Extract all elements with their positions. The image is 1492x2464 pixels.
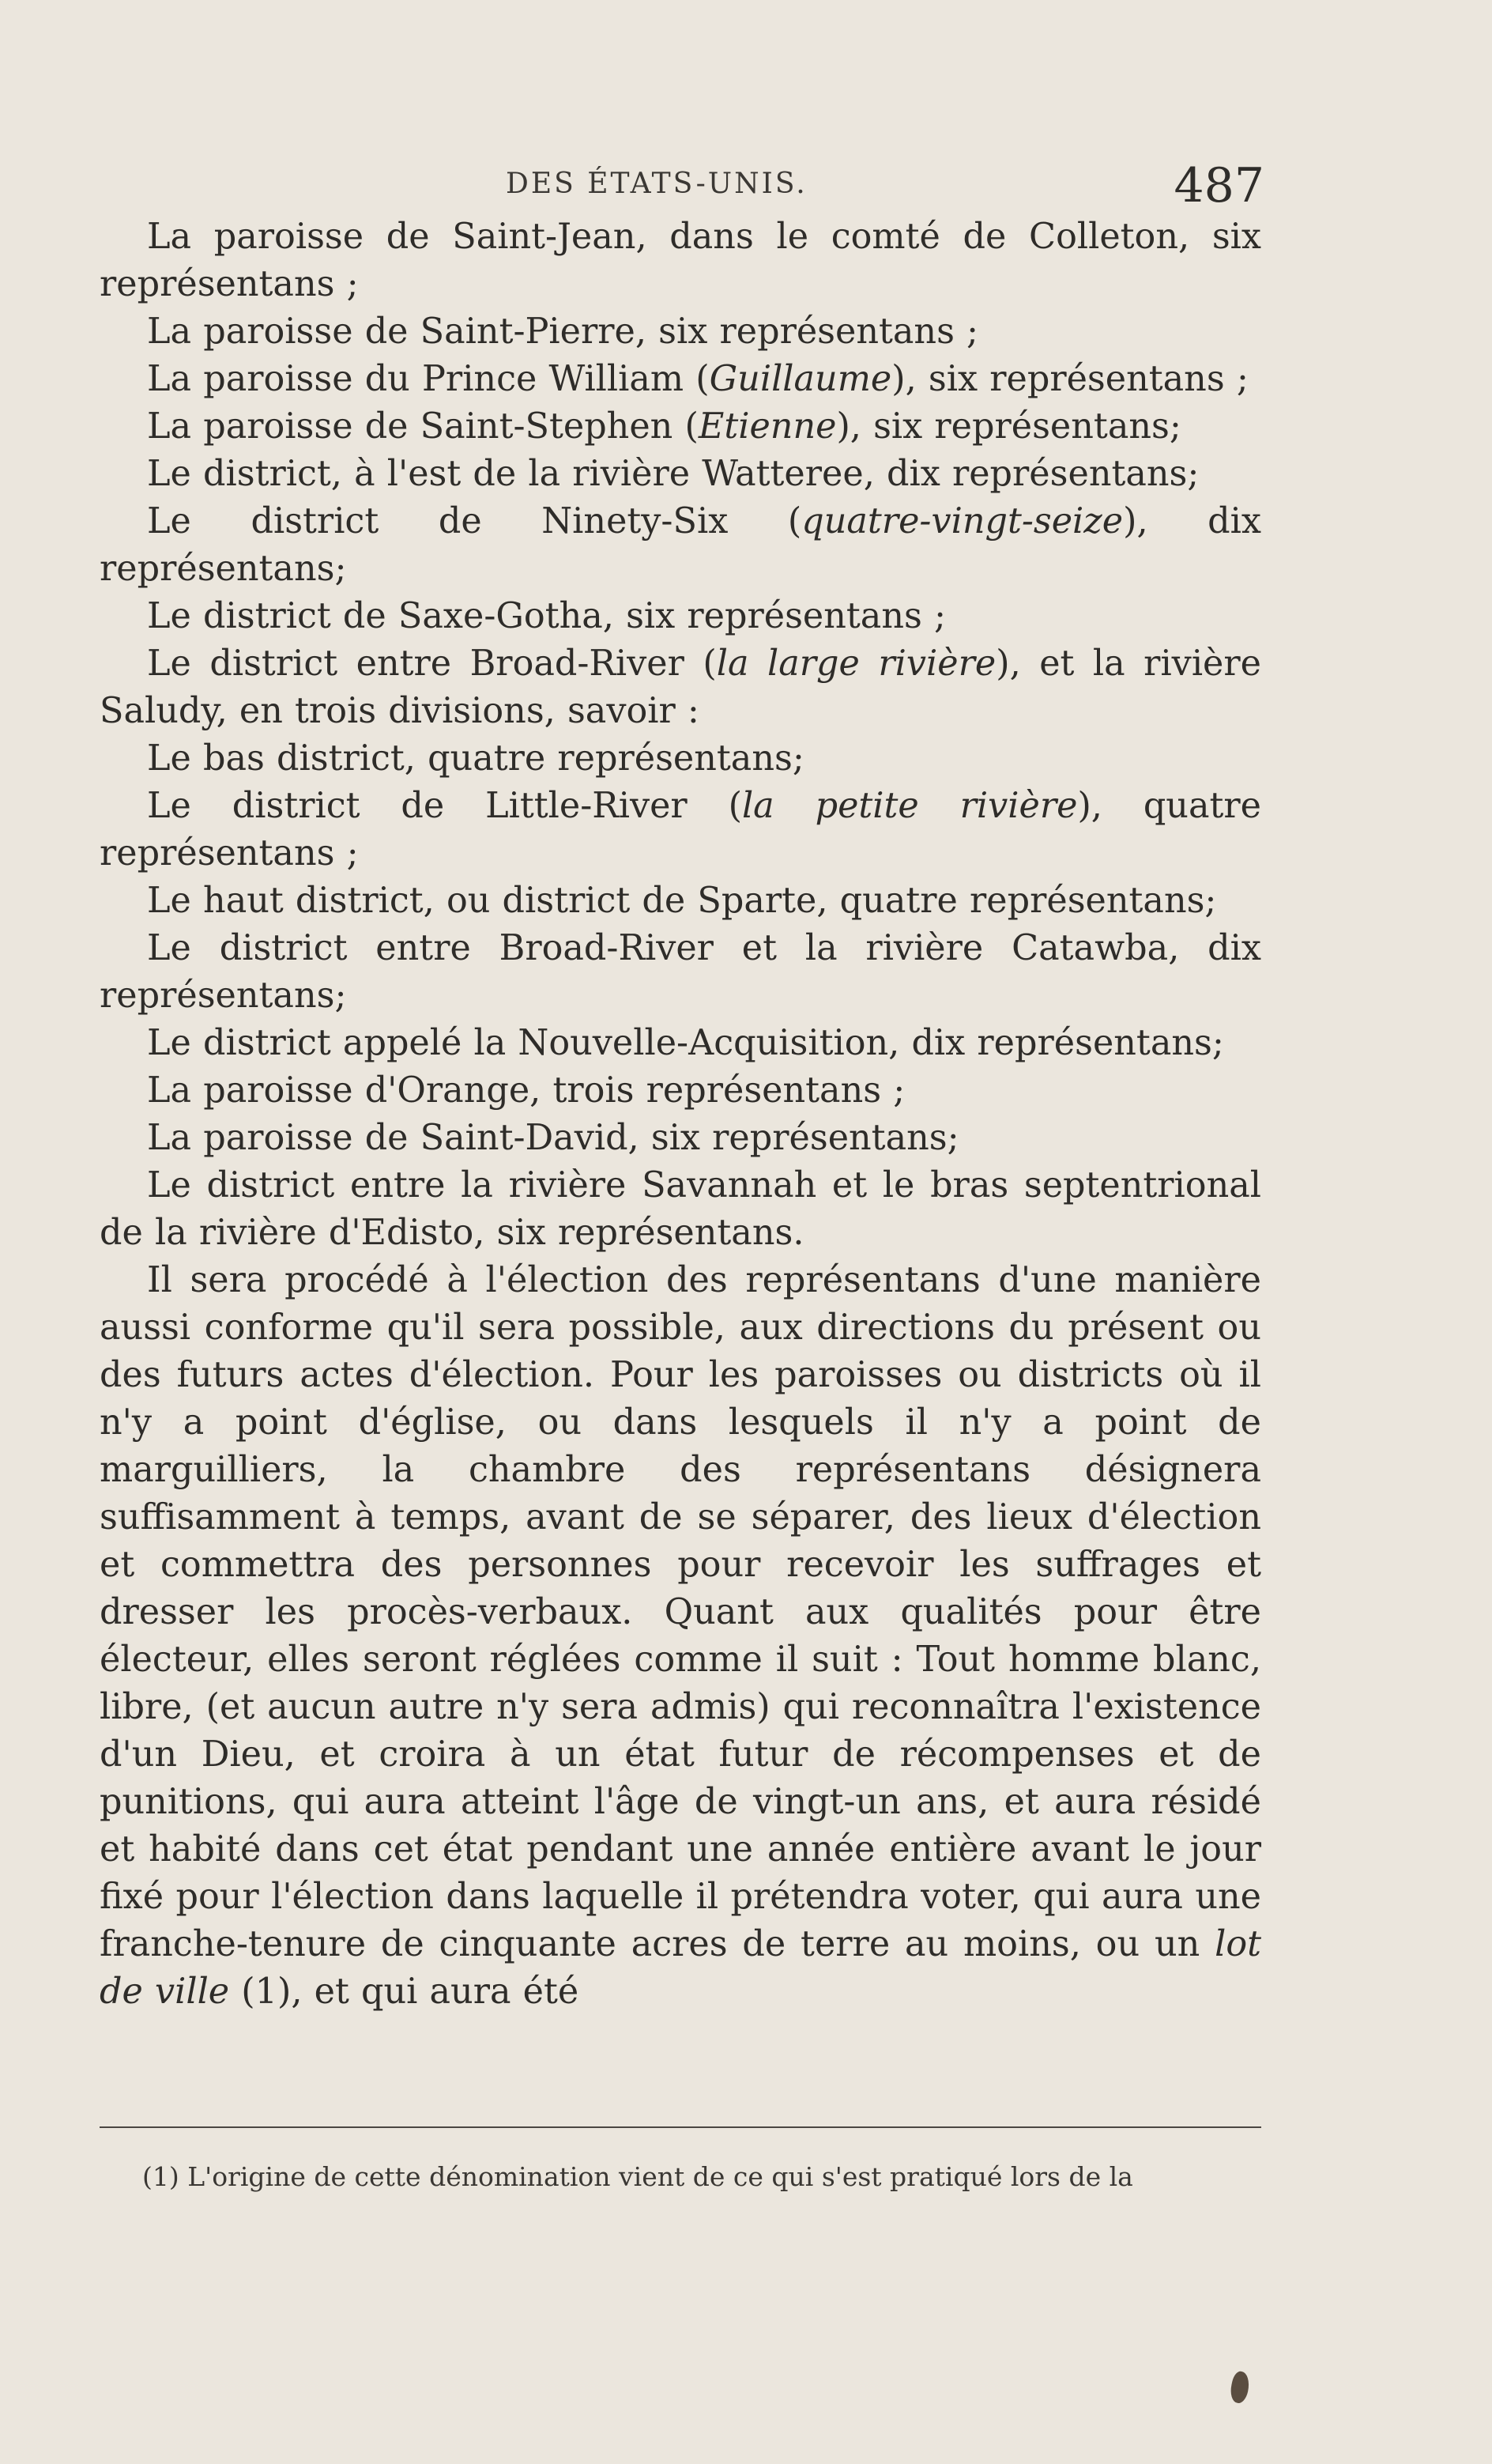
text-run: Le district entre la rivière Savannah et le bras septentrional de la rivière d'Edisto, six représentans.	[100, 1165, 1261, 1253]
italic-run: la petite rivière	[741, 786, 1078, 826]
italic-run: la large rivière	[716, 643, 997, 684]
footnote-rule	[100, 2126, 1261, 2128]
text-run: Le district entre Broad-River (	[147, 643, 717, 684]
text-run: La paroisse de Saint-Jean, dans le comté de Colleton, six représentans ;	[100, 217, 1261, 304]
text-paragraph	[100, 925, 1261, 1020]
page-header	[95, 158, 1264, 213]
text-run: Le district entre Broad-River et la rivière Catawba, dix représentans;	[100, 928, 1261, 1016]
text-run: ), quatre représentans ;	[100, 786, 1261, 874]
text-run: La paroisse de Saint-David, six représentans;	[147, 1118, 959, 1158]
text-paragraph	[100, 1067, 1261, 1115]
text-paragraph	[100, 735, 1261, 783]
text-paragraph	[100, 783, 1261, 877]
text-run: ), dix représentans;	[100, 501, 1261, 589]
text-run: Il sera procédé à l'élection des représentans d'une manière aussi conforme qu'il sera possible, aux directions du présent ou des futurs actes d'élection. Pour les paroisses ou districts où il n'y a point d'église, ou dans lesquels il n'y a point de marguilliers, la chambre des représentans désignera suffisamment à temps, avant de se séparer, des lieux d'élection et commettra des personnes pour recevoir les suffrages et dresser les procès-verbaux. Quant aux qualités pour être électeur, elles seront réglées comme il suit : Tout homme blanc, libre, (et aucun autre n'y sera admis) qui reconnaîtra l'existence d'un Dieu, et croira à un état futur de récompenses et de punitions, qui aura atteint l'âge de vingt-un ans, et aura résidé et habité dans cet état pendant une année entière avant le jour fixé pour l'élection dans laquelle il prétendra voter, qui aura une franche-tenure de cinquante acres de terre au moins, ou un	[100, 1260, 1261, 1964]
text-paragraph	[100, 403, 1261, 451]
text-paragraph	[100, 213, 1261, 308]
text-run: La paroisse d'Orange, trois représentans ;	[147, 1070, 906, 1111]
italic-run: quatre-vingt-seize	[801, 501, 1124, 541]
text-run: Le district appelé la Nouvelle-Acquisition, dix représentans;	[147, 1023, 1224, 1063]
text-paragraph	[100, 1257, 1261, 2016]
text-run: Le district de Little-River (	[147, 786, 742, 826]
text-paragraph	[100, 451, 1261, 498]
text-run: ), six représentans ;	[891, 359, 1249, 399]
text-paragraph	[100, 1115, 1261, 1162]
main-text	[100, 213, 1261, 2016]
text-paragraph	[100, 593, 1261, 640]
text-paragraph	[100, 1020, 1261, 1067]
text-paragraph	[100, 877, 1261, 925]
text-paragraph	[100, 498, 1261, 593]
running-head: DES ÉTATS-UNIS.	[506, 168, 808, 200]
italic-run: lot de ville	[100, 1924, 1261, 2012]
italic-run: Guillaume	[709, 359, 892, 399]
text-run: La paroisse de Saint-Pierre, six représentans ;	[147, 311, 979, 352]
page-number: 487	[1174, 158, 1264, 213]
text-paragraph	[100, 1162, 1261, 1257]
text-run: Le bas district, quatre représentans;	[147, 738, 804, 779]
text-run: Le haut district, ou district de Sparte, quatre représentans;	[147, 881, 1217, 921]
text-run: Le district de Saxe-Gotha, six représentans ;	[147, 596, 946, 636]
ink-blot	[1228, 2370, 1252, 2405]
text-paragraph	[100, 356, 1261, 403]
text-run: ), six représentans;	[836, 406, 1181, 447]
text-run: Le district de Ninety-Six (	[147, 501, 802, 541]
text-run: La paroisse du Prince William (	[147, 359, 710, 399]
text-run: ), et la rivière Saludy, en trois divisions, savoir :	[100, 643, 1261, 731]
text-run: (1), et qui aura été	[229, 1972, 579, 2012]
text-paragraph	[100, 308, 1261, 356]
text-run: La paroisse de Saint-Stephen (	[147, 406, 699, 447]
text-run: Le district, à l'est de la rivière Watteree, dix représentans;	[147, 454, 1200, 494]
italic-run: Etienne	[698, 406, 837, 447]
text-paragraph	[100, 640, 1261, 735]
footnote: (1) L'origine de cette dénomination vient de ce qui s'est pratiqué lors de la	[142, 2161, 1133, 2192]
